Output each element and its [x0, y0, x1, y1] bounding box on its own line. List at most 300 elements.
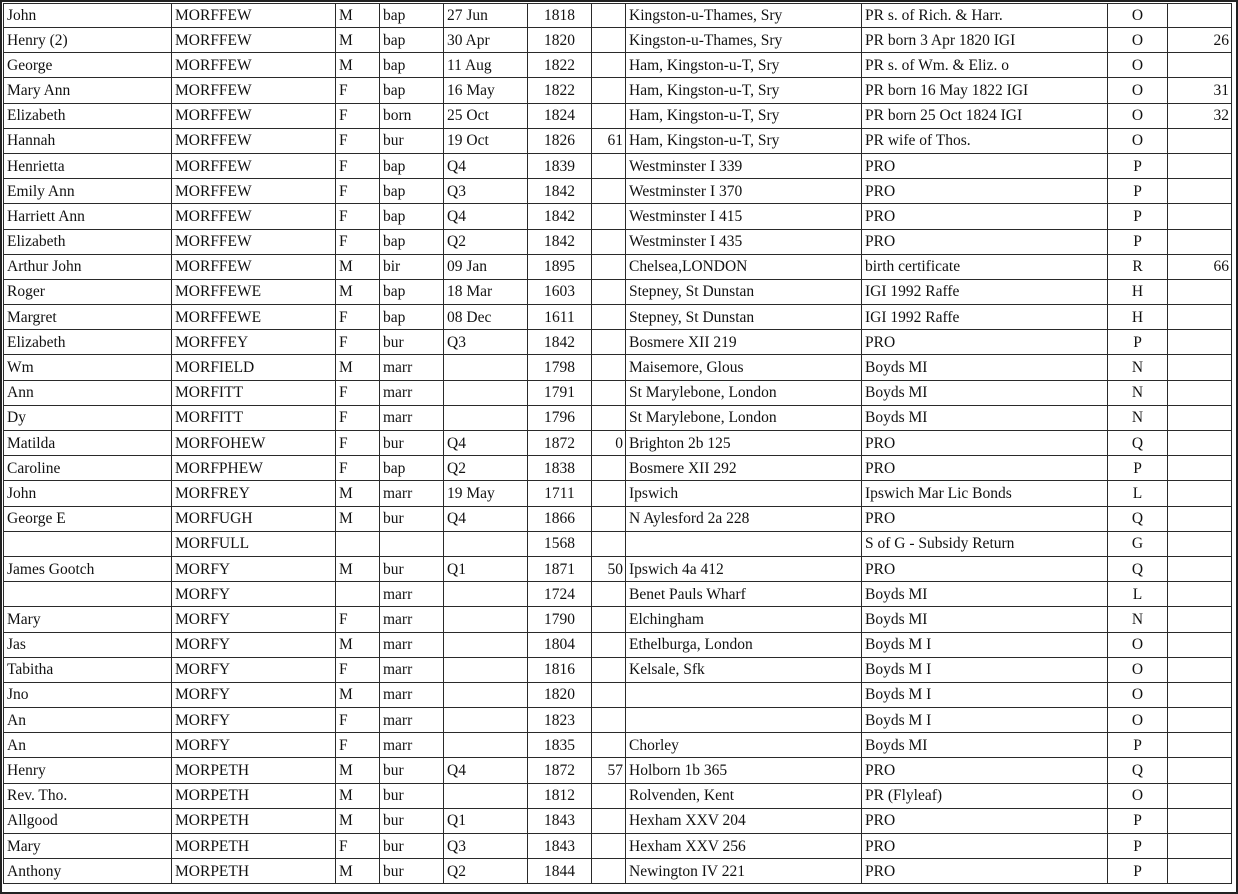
source-cell: PR (Flyleaf) [862, 783, 1108, 808]
surname-cell: MORFIELD [172, 355, 336, 380]
age-cell: 57 [592, 758, 626, 783]
given-name-cell [4, 531, 172, 556]
year-cell: 1791 [528, 380, 592, 405]
sex-cell: F [336, 128, 380, 153]
event-date-cell: Q2 [444, 456, 528, 481]
surname-cell: MORPETH [172, 758, 336, 783]
reference-number-cell [1168, 179, 1232, 204]
given-name-cell: Henry (2) [4, 28, 172, 53]
event-date-cell [444, 733, 528, 758]
event-type-cell: marr [380, 355, 444, 380]
table-row [4, 456, 1232, 481]
year-cell: 1820 [528, 28, 592, 53]
reference-number-cell [1168, 456, 1232, 481]
given-name-cell: Emily Ann [4, 179, 172, 204]
reference-number-cell: 31 [1168, 78, 1232, 103]
table-row [4, 78, 1232, 103]
year-cell: 1872 [528, 758, 592, 783]
given-name-cell: An [4, 733, 172, 758]
source-code-cell: O [1108, 632, 1168, 657]
place-cell: Kingston-u-Thames, Sry [626, 28, 862, 53]
surname-cell: MORFFEY [172, 330, 336, 355]
table-row [4, 405, 1232, 430]
age-cell [592, 78, 626, 103]
source-code-cell: O [1108, 78, 1168, 103]
year-cell: 1611 [528, 305, 592, 330]
sex-cell: F [336, 657, 380, 682]
source-code-cell: H [1108, 279, 1168, 304]
surname-cell: MORFFEW [172, 103, 336, 128]
surname-cell: MORFY [172, 556, 336, 581]
age-cell [592, 733, 626, 758]
sex-cell: F [336, 380, 380, 405]
event-date-cell [444, 582, 528, 607]
sex-cell: M [336, 279, 380, 304]
year-cell: 1895 [528, 254, 592, 279]
age-cell [592, 682, 626, 707]
place-cell: Holborn 1b 365 [626, 758, 862, 783]
surname-cell: MORFITT [172, 380, 336, 405]
year-cell: 1711 [528, 481, 592, 506]
event-type-cell: bap [380, 305, 444, 330]
sex-cell: F [336, 153, 380, 178]
table-row [4, 4, 1232, 28]
year-cell: 1816 [528, 657, 592, 682]
table-row [4, 330, 1232, 355]
event-type-cell: bur [380, 758, 444, 783]
reference-number-cell: 66 [1168, 254, 1232, 279]
year-cell: 1842 [528, 229, 592, 254]
source-cell: Boyds MI [862, 582, 1108, 607]
surname-cell: MORFFEW [172, 229, 336, 254]
source-cell: birth certificate [862, 254, 1108, 279]
age-cell [592, 808, 626, 833]
surname-cell: MORPETH [172, 834, 336, 859]
sex-cell: M [336, 632, 380, 657]
sex-cell [336, 582, 380, 607]
sex-cell: M [336, 254, 380, 279]
reference-number-cell [1168, 405, 1232, 430]
age-cell [592, 153, 626, 178]
year-cell: 1822 [528, 78, 592, 103]
reference-number-cell [1168, 834, 1232, 859]
given-name-cell: Matilda [4, 431, 172, 456]
place-cell: Rolvenden, Kent [626, 783, 862, 808]
source-cell: PRO [862, 556, 1108, 581]
source-cell: PR s. of Rich. & Harr. [862, 4, 1108, 28]
sex-cell: F [336, 229, 380, 254]
given-name-cell: Mary [4, 834, 172, 859]
event-type-cell: bur [380, 128, 444, 153]
reference-number-cell [1168, 305, 1232, 330]
sex-cell: F [336, 607, 380, 632]
surname-cell: MORFY [172, 733, 336, 758]
year-cell: 1823 [528, 708, 592, 733]
place-cell: St Marylebone, London [626, 405, 862, 430]
event-type-cell [380, 531, 444, 556]
source-code-cell: Q [1108, 758, 1168, 783]
reference-number-cell [1168, 758, 1232, 783]
surname-cell: MORPETH [172, 859, 336, 884]
given-name-cell: Arthur John [4, 254, 172, 279]
year-cell: 1812 [528, 783, 592, 808]
year-cell: 1824 [528, 103, 592, 128]
place-cell: Hexham XXV 204 [626, 808, 862, 833]
place-cell: Ethelburga, London [626, 632, 862, 657]
table-row [4, 481, 1232, 506]
place-cell: Westminster I 415 [626, 204, 862, 229]
source-cell: PRO [862, 153, 1108, 178]
year-cell: 1826 [528, 128, 592, 153]
source-cell: PRO [862, 204, 1108, 229]
event-type-cell: bap [380, 456, 444, 481]
source-code-cell: P [1108, 834, 1168, 859]
age-cell [592, 481, 626, 506]
source-cell: PRO [862, 330, 1108, 355]
place-cell: Ham, Kingston-u-T, Sry [626, 128, 862, 153]
source-code-cell: O [1108, 53, 1168, 78]
surname-cell: MORFPHEW [172, 456, 336, 481]
sex-cell: M [336, 28, 380, 53]
sex-cell: F [336, 103, 380, 128]
surname-cell: MORFITT [172, 405, 336, 430]
age-cell [592, 506, 626, 531]
place-cell: Ham, Kingston-u-T, Sry [626, 78, 862, 103]
sex-cell: M [336, 682, 380, 707]
event-date-cell [444, 682, 528, 707]
table-row [4, 783, 1232, 808]
year-cell: 1842 [528, 330, 592, 355]
given-name-cell: John [4, 4, 172, 28]
source-code-cell: P [1108, 153, 1168, 178]
sex-cell: M [336, 808, 380, 833]
event-type-cell: bur [380, 330, 444, 355]
surname-cell: MORFFEW [172, 128, 336, 153]
age-cell [592, 179, 626, 204]
event-type-cell: bap [380, 279, 444, 304]
reference-number-cell [1168, 708, 1232, 733]
age-cell [592, 456, 626, 481]
source-cell: Boyds MI [862, 733, 1108, 758]
sex-cell: F [336, 204, 380, 229]
given-name-cell: Rev. Tho. [4, 783, 172, 808]
place-cell: Westminster I 435 [626, 229, 862, 254]
source-cell: PR born 16 May 1822 IGI [862, 78, 1108, 103]
surname-cell: MORFOHEW [172, 431, 336, 456]
event-date-cell: 30 Apr [444, 28, 528, 53]
event-date-cell: Q3 [444, 834, 528, 859]
age-cell [592, 254, 626, 279]
event-date-cell: 11 Aug [444, 53, 528, 78]
table-row [4, 682, 1232, 707]
source-cell: S of G - Subsidy Return [862, 531, 1108, 556]
table-row [4, 305, 1232, 330]
event-date-cell [444, 657, 528, 682]
year-cell: 1866 [528, 506, 592, 531]
place-cell: Ipswich [626, 481, 862, 506]
event-type-cell: marr [380, 632, 444, 657]
reference-number-cell [1168, 808, 1232, 833]
sex-cell: M [336, 4, 380, 28]
place-cell: Elchingham [626, 607, 862, 632]
source-cell: PRO [862, 229, 1108, 254]
age-cell [592, 229, 626, 254]
event-type-cell: bap [380, 229, 444, 254]
event-type-cell: marr [380, 733, 444, 758]
event-date-cell: Q4 [444, 204, 528, 229]
reference-number-cell [1168, 229, 1232, 254]
source-code-cell: R [1108, 254, 1168, 279]
source-code-cell: P [1108, 330, 1168, 355]
table-row [4, 254, 1232, 279]
event-date-cell: Q3 [444, 179, 528, 204]
event-type-cell: bap [380, 53, 444, 78]
table-row [4, 229, 1232, 254]
source-code-cell: Q [1108, 556, 1168, 581]
source-cell: PRO [862, 834, 1108, 859]
reference-number-cell [1168, 632, 1232, 657]
sex-cell: F [336, 456, 380, 481]
source-cell: Boyds MI [862, 405, 1108, 430]
given-name-cell [4, 582, 172, 607]
source-code-cell: P [1108, 808, 1168, 833]
age-cell: 50 [592, 556, 626, 581]
surname-cell: MORFY [172, 682, 336, 707]
given-name-cell: Hannah [4, 128, 172, 153]
sex-cell: F [336, 78, 380, 103]
table-row [4, 556, 1232, 581]
source-cell: PRO [862, 179, 1108, 204]
sex-cell: M [336, 355, 380, 380]
place-cell: Kelsale, Sfk [626, 657, 862, 682]
given-name-cell: Mary [4, 607, 172, 632]
given-name-cell: Elizabeth [4, 330, 172, 355]
source-code-cell: L [1108, 481, 1168, 506]
source-code-cell: P [1108, 733, 1168, 758]
given-name-cell: Anthony [4, 859, 172, 884]
event-type-cell: bur [380, 783, 444, 808]
sex-cell: F [336, 179, 380, 204]
place-cell: Maisemore, Glous [626, 355, 862, 380]
reference-number-cell [1168, 380, 1232, 405]
surname-cell: MORFY [172, 657, 336, 682]
place-cell: Bosmere XII 292 [626, 456, 862, 481]
place-cell: Westminster I 339 [626, 153, 862, 178]
source-cell: PRO [862, 859, 1108, 884]
given-name-cell: Caroline [4, 456, 172, 481]
sex-cell: F [336, 405, 380, 430]
sex-cell [336, 531, 380, 556]
sex-cell: F [336, 431, 380, 456]
year-cell: 1844 [528, 859, 592, 884]
surname-cell: MORFY [172, 582, 336, 607]
event-type-cell: marr [380, 481, 444, 506]
source-code-cell: L [1108, 582, 1168, 607]
reference-number-cell: 32 [1168, 103, 1232, 128]
sex-cell: M [336, 481, 380, 506]
sex-cell: M [336, 859, 380, 884]
given-name-cell: Elizabeth [4, 103, 172, 128]
year-cell: 1842 [528, 204, 592, 229]
event-date-cell [444, 783, 528, 808]
given-name-cell: George [4, 53, 172, 78]
table-row [4, 758, 1232, 783]
age-cell [592, 632, 626, 657]
reference-number-cell [1168, 53, 1232, 78]
source-code-cell: N [1108, 405, 1168, 430]
event-type-cell: bap [380, 153, 444, 178]
place-cell [626, 531, 862, 556]
event-date-cell: 27 Jun [444, 4, 528, 28]
year-cell: 1724 [528, 582, 592, 607]
place-cell [626, 708, 862, 733]
place-cell: Kingston-u-Thames, Sry [626, 4, 862, 28]
event-date-cell [444, 632, 528, 657]
event-type-cell: bur [380, 834, 444, 859]
year-cell: 1820 [528, 682, 592, 707]
reference-number-cell [1168, 859, 1232, 884]
age-cell: 0 [592, 431, 626, 456]
given-name-cell: Mary Ann [4, 78, 172, 103]
year-cell: 1872 [528, 431, 592, 456]
year-cell: 1835 [528, 733, 592, 758]
source-cell: Boyds M I [862, 682, 1108, 707]
event-date-cell: 25 Oct [444, 103, 528, 128]
event-type-cell: bir [380, 254, 444, 279]
place-cell: Newington IV 221 [626, 859, 862, 884]
source-code-cell: O [1108, 103, 1168, 128]
event-type-cell: marr [380, 657, 444, 682]
age-cell [592, 783, 626, 808]
year-cell: 1871 [528, 556, 592, 581]
surname-cell: MORFUGH [172, 506, 336, 531]
event-type-cell: bap [380, 4, 444, 28]
place-cell: Ham, Kingston-u-T, Sry [626, 103, 862, 128]
surname-cell: MORPETH [172, 783, 336, 808]
records-table-body [4, 4, 1232, 884]
source-code-cell: O [1108, 4, 1168, 28]
given-name-cell: Ann [4, 380, 172, 405]
source-cell: Boyds M I [862, 632, 1108, 657]
year-cell: 1843 [528, 834, 592, 859]
source-cell: Ipswich Mar Lic Bonds [862, 481, 1108, 506]
given-name-cell: Allgood [4, 808, 172, 833]
source-cell: PRO [862, 456, 1108, 481]
source-code-cell: P [1108, 859, 1168, 884]
event-type-cell: marr [380, 607, 444, 632]
table-row [4, 355, 1232, 380]
age-cell [592, 355, 626, 380]
year-cell: 1839 [528, 153, 592, 178]
surname-cell: MORFY [172, 607, 336, 632]
reference-number-cell [1168, 607, 1232, 632]
surname-cell: MORFREY [172, 481, 336, 506]
sex-cell: M [336, 556, 380, 581]
event-date-cell: 19 Oct [444, 128, 528, 153]
given-name-cell: George E [4, 506, 172, 531]
given-name-cell: An [4, 708, 172, 733]
event-date-cell [444, 531, 528, 556]
surname-cell: MORFFEW [172, 179, 336, 204]
given-name-cell: Dy [4, 405, 172, 430]
sex-cell: F [336, 330, 380, 355]
table-row [4, 708, 1232, 733]
year-cell: 1568 [528, 531, 592, 556]
age-cell [592, 657, 626, 682]
event-date-cell: Q4 [444, 431, 528, 456]
given-name-cell: Jno [4, 682, 172, 707]
surname-cell: MORFFEW [172, 4, 336, 28]
table-row [4, 834, 1232, 859]
age-cell [592, 305, 626, 330]
given-name-cell: Elizabeth [4, 229, 172, 254]
place-cell: Hexham XXV 256 [626, 834, 862, 859]
table-row [4, 657, 1232, 682]
place-cell: Brighton 2b 125 [626, 431, 862, 456]
age-cell [592, 834, 626, 859]
year-cell: 1842 [528, 179, 592, 204]
table-row [4, 531, 1232, 556]
event-type-cell: marr [380, 380, 444, 405]
age-cell [592, 531, 626, 556]
surname-cell: MORFFEW [172, 53, 336, 78]
event-type-cell: bur [380, 506, 444, 531]
event-date-cell: 19 May [444, 481, 528, 506]
source-cell: PRO [862, 506, 1108, 531]
sex-cell: F [336, 708, 380, 733]
event-date-cell: Q1 [444, 808, 528, 833]
reference-number-cell [1168, 204, 1232, 229]
age-cell [592, 204, 626, 229]
given-name-cell: Henrietta [4, 153, 172, 178]
reference-number-cell [1168, 279, 1232, 304]
source-cell: PR born 25 Oct 1824 IGI [862, 103, 1108, 128]
sex-cell: F [336, 834, 380, 859]
surname-cell: MORFY [172, 708, 336, 733]
table-row [4, 103, 1232, 128]
source-cell: Boyds MI [862, 607, 1108, 632]
age-cell [592, 708, 626, 733]
table-row [4, 859, 1232, 884]
source-code-cell: N [1108, 355, 1168, 380]
reference-number-cell [1168, 481, 1232, 506]
reference-number-cell [1168, 582, 1232, 607]
place-cell: Westminster I 370 [626, 179, 862, 204]
table-row [4, 733, 1232, 758]
source-code-cell: N [1108, 380, 1168, 405]
surname-cell: MORFFEW [172, 78, 336, 103]
source-code-cell: O [1108, 28, 1168, 53]
source-code-cell: Q [1108, 506, 1168, 531]
given-name-cell: Harriett Ann [4, 204, 172, 229]
table-row [4, 607, 1232, 632]
year-cell: 1603 [528, 279, 592, 304]
age-cell [592, 607, 626, 632]
event-date-cell: 08 Dec [444, 305, 528, 330]
event-type-cell: bap [380, 28, 444, 53]
reference-number-cell [1168, 330, 1232, 355]
age-cell [592, 380, 626, 405]
source-cell: PR s. of Wm. & Eliz. o [862, 53, 1108, 78]
source-cell: PRO [862, 808, 1108, 833]
place-cell [626, 682, 862, 707]
source-code-cell: Q [1108, 431, 1168, 456]
given-name-cell: James Gootch [4, 556, 172, 581]
event-date-cell [444, 380, 528, 405]
event-type-cell: bap [380, 179, 444, 204]
event-date-cell: Q2 [444, 859, 528, 884]
surname-cell: MORFFEWE [172, 279, 336, 304]
